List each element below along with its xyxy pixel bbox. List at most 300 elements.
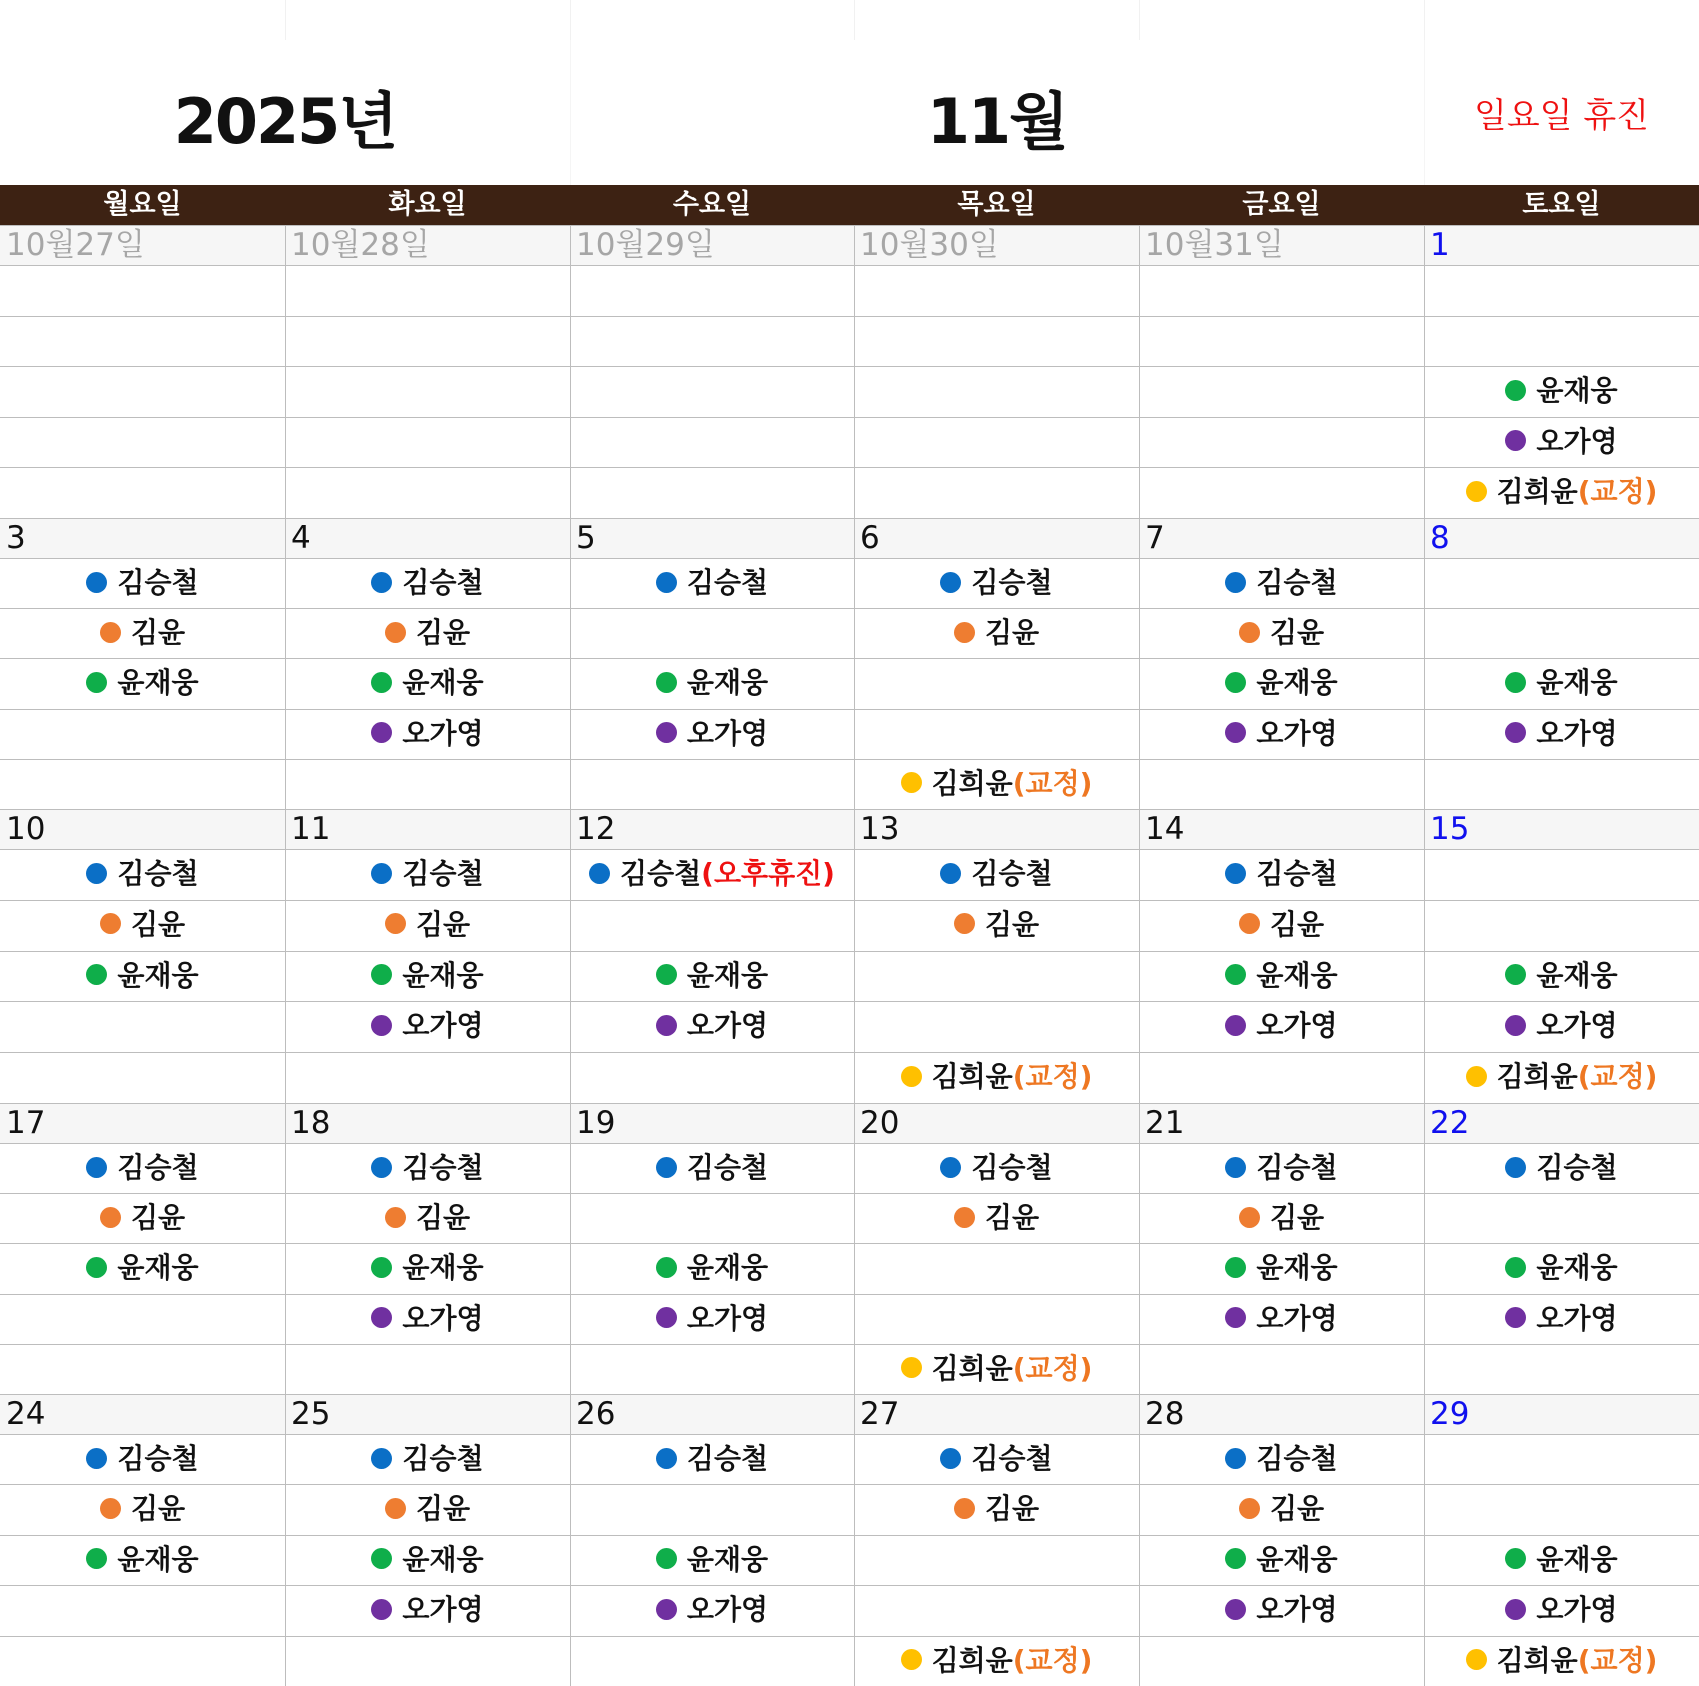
staff-name: 김윤 <box>1269 1492 1325 1526</box>
date-label-wed: 19 <box>576 1105 616 1141</box>
staff-color-dot-icon <box>589 863 610 884</box>
schedule-entry <box>285 1294 570 1344</box>
staff-name: 김승철 <box>620 857 702 890</box>
staff-name: 윤재웅 <box>117 666 199 700</box>
staff-name: 김윤 <box>415 1492 471 1526</box>
column-divider <box>285 225 286 1686</box>
date-band-divider <box>0 265 1699 266</box>
staff-color-dot-icon <box>86 1157 107 1178</box>
date-label-sat: 22 <box>1430 1105 1470 1141</box>
staff-name: 김승철 <box>117 857 199 890</box>
schedule-entry <box>854 1143 1139 1193</box>
column-divider <box>1424 225 1425 1686</box>
staff-name: 김윤 <box>415 907 471 941</box>
staff-name: 윤재웅 <box>1536 1542 1618 1576</box>
staff-color-dot-icon <box>656 1448 677 1469</box>
staff-name: 김희윤 <box>1496 1643 1578 1677</box>
schedule-entry <box>1424 1294 1699 1344</box>
staff-name: 김윤 <box>130 1201 186 1235</box>
weekday-saturday: 토요일 <box>1522 189 1601 220</box>
date-label-fri: 21 <box>1145 1105 1185 1141</box>
staff-color-dot-icon <box>656 964 677 985</box>
staff-name: 김승철 <box>686 1151 769 1184</box>
header-guide-line <box>285 0 286 40</box>
staff-color-dot-icon <box>1505 380 1526 401</box>
staff-name: 김승철 <box>402 566 484 599</box>
year-title: 2025년 <box>173 85 397 158</box>
staff-name: 김승철 <box>1256 1151 1338 1184</box>
staff-name: 윤재웅 <box>117 958 199 992</box>
date-label-mon: 17 <box>6 1105 46 1141</box>
staff-name: 윤재웅 <box>1256 958 1338 992</box>
staff-name: 오가영 <box>402 716 484 750</box>
schedule-entry <box>1139 709 1424 759</box>
schedule-entry <box>1424 1243 1699 1293</box>
staff-name: 김윤 <box>130 1492 186 1526</box>
staff-color-dot-icon <box>901 1649 922 1670</box>
schedule-entry <box>1139 1585 1424 1635</box>
staff-name: 윤재웅 <box>117 1251 199 1285</box>
entry-note: (교정) <box>1012 1351 1093 1385</box>
schedule-entry <box>1139 900 1424 951</box>
schedule-entry <box>570 951 854 1002</box>
staff-color-dot-icon <box>1225 572 1246 593</box>
staff-color-dot-icon <box>385 1498 406 1519</box>
schedule-entry <box>0 1434 285 1484</box>
schedule-entry <box>854 849 1139 900</box>
staff-name: 김승철 <box>686 1442 769 1475</box>
staff-color-dot-icon <box>1225 1599 1246 1620</box>
schedule-entry <box>570 849 854 900</box>
schedule-entry <box>0 558 285 608</box>
schedule-entry <box>570 1585 854 1635</box>
staff-name: 윤재웅 <box>1536 1251 1618 1285</box>
staff-color-dot-icon <box>954 622 975 643</box>
schedule-entry <box>1424 467 1699 518</box>
staff-name: 김승철 <box>1256 857 1338 890</box>
staff-color-dot-icon <box>86 863 107 884</box>
staff-color-dot-icon <box>940 863 961 884</box>
date-label-tue: 11 <box>291 811 331 847</box>
staff-color-dot-icon <box>86 672 107 693</box>
schedule-entry <box>1424 1001 1699 1052</box>
date-label-fri: 14 <box>1145 811 1185 847</box>
schedule-entry <box>854 1434 1139 1484</box>
schedule-entry <box>1424 709 1699 759</box>
column-divider <box>854 225 855 1686</box>
schedule-entry <box>1139 608 1424 658</box>
date-label-wed: 26 <box>576 1396 616 1432</box>
schedule-entry <box>854 1484 1139 1534</box>
staff-name: 김승철 <box>402 857 484 890</box>
staff-color-dot-icon <box>901 1066 922 1087</box>
schedule-entry <box>285 951 570 1002</box>
staff-name: 김윤 <box>984 907 1040 941</box>
schedule-entry <box>1139 1143 1424 1193</box>
date-label-tue: 25 <box>291 1396 331 1432</box>
staff-color-dot-icon <box>1505 722 1526 743</box>
staff-color-dot-icon <box>1505 430 1526 451</box>
staff-name: 김윤 <box>1269 907 1325 941</box>
staff-name: 김희윤 <box>931 1351 1013 1385</box>
schedule-entry <box>570 709 854 759</box>
entry-note: (교정) <box>1012 1643 1093 1677</box>
staff-name: 오가영 <box>686 716 769 750</box>
staff-name: 윤재웅 <box>1536 958 1618 992</box>
staff-name: 윤재웅 <box>117 1542 199 1576</box>
schedule-entry <box>854 759 1139 809</box>
column-divider <box>570 225 571 1686</box>
staff-color-dot-icon <box>100 1207 121 1228</box>
staff-name: 윤재웅 <box>686 666 769 700</box>
staff-name: 윤재웅 <box>1256 1542 1338 1576</box>
staff-color-dot-icon <box>656 1599 677 1620</box>
schedule-entry <box>285 1243 570 1293</box>
staff-name: 김윤 <box>130 616 186 650</box>
schedule-entry <box>285 608 570 658</box>
header-guide-line <box>1139 0 1140 40</box>
date-label-sat: 15 <box>1430 811 1470 847</box>
schedule-entry <box>285 849 570 900</box>
staff-name: 김승철 <box>117 1151 199 1184</box>
staff-name: 윤재웅 <box>1536 666 1618 700</box>
staff-name: 김윤 <box>984 1492 1040 1526</box>
staff-name: 오가영 <box>402 1593 484 1627</box>
staff-color-dot-icon <box>1225 672 1246 693</box>
staff-color-dot-icon <box>901 772 922 793</box>
staff-color-dot-icon <box>1225 1548 1246 1569</box>
schedule-entry <box>285 558 570 608</box>
staff-color-dot-icon <box>86 572 107 593</box>
month-title: 11월 <box>926 85 1068 158</box>
schedule-entry <box>570 1001 854 1052</box>
staff-color-dot-icon <box>1505 672 1526 693</box>
staff-color-dot-icon <box>1466 1649 1487 1670</box>
weekday-thursday: 목요일 <box>957 189 1036 220</box>
slot-divider <box>0 1344 1699 1345</box>
staff-color-dot-icon <box>656 572 677 593</box>
staff-name: 윤재웅 <box>686 1251 769 1285</box>
schedule-entry <box>1139 1193 1424 1243</box>
staff-color-dot-icon <box>1225 722 1246 743</box>
schedule-entry <box>0 951 285 1002</box>
staff-name: 윤재웅 <box>1256 666 1338 700</box>
staff-name: 오가영 <box>402 1301 484 1335</box>
staff-color-dot-icon <box>371 1448 392 1469</box>
staff-color-dot-icon <box>656 1257 677 1278</box>
staff-name: 김승철 <box>971 566 1053 599</box>
staff-color-dot-icon <box>1505 1307 1526 1328</box>
date-label-fri: 10월31일 <box>1145 227 1284 263</box>
staff-name: 윤재웅 <box>402 1542 484 1576</box>
staff-color-dot-icon <box>371 1599 392 1620</box>
staff-color-dot-icon <box>656 1015 677 1036</box>
schedule-entry <box>854 1193 1139 1243</box>
schedule-entry <box>285 658 570 708</box>
staff-color-dot-icon <box>656 1157 677 1178</box>
staff-name: 김승철 <box>971 1442 1053 1475</box>
staff-name: 오가영 <box>1536 424 1618 458</box>
schedule-entry <box>1139 849 1424 900</box>
schedule-entry <box>285 1535 570 1585</box>
staff-name: 김승철 <box>1256 566 1338 599</box>
staff-color-dot-icon <box>385 622 406 643</box>
schedule-entry <box>0 1193 285 1243</box>
schedule-entry <box>1139 558 1424 608</box>
staff-color-dot-icon <box>656 1548 677 1569</box>
date-label-thu: 13 <box>860 811 900 847</box>
staff-name: 오가영 <box>1536 1301 1618 1335</box>
schedule-entry <box>0 900 285 951</box>
date-label-wed: 12 <box>576 811 616 847</box>
staff-name: 오가영 <box>686 1301 769 1335</box>
schedule-entry <box>1139 1243 1424 1293</box>
schedule-entry <box>1424 417 1699 468</box>
staff-color-dot-icon <box>1239 913 1260 934</box>
staff-color-dot-icon <box>1505 1599 1526 1620</box>
staff-name: 김윤 <box>1269 1201 1325 1235</box>
staff-name: 윤재웅 <box>1256 1251 1338 1285</box>
staff-color-dot-icon <box>656 672 677 693</box>
staff-color-dot-icon <box>1239 1498 1260 1519</box>
schedule-entry <box>854 558 1139 608</box>
schedule-entry <box>1139 1001 1424 1052</box>
staff-color-dot-icon <box>1505 964 1526 985</box>
schedule-entry <box>1139 1484 1424 1534</box>
schedule-entry <box>1424 366 1699 417</box>
staff-color-dot-icon <box>954 1207 975 1228</box>
header-guide-line <box>1424 0 1425 40</box>
staff-name: 김승철 <box>971 857 1053 890</box>
staff-color-dot-icon <box>1505 1015 1526 1036</box>
schedule-entry <box>1424 1535 1699 1585</box>
staff-color-dot-icon <box>371 1257 392 1278</box>
staff-name: 오가영 <box>1256 716 1338 750</box>
date-label-fri: 7 <box>1145 520 1165 556</box>
schedule-entry <box>285 1484 570 1534</box>
schedule-entry <box>285 900 570 951</box>
schedule-entry <box>1139 1535 1424 1585</box>
date-label-thu: 10월30일 <box>860 227 999 263</box>
schedule-entry <box>285 1001 570 1052</box>
staff-name: 김희윤 <box>931 766 1013 800</box>
date-label-tue: 18 <box>291 1105 331 1141</box>
schedule-entry <box>0 608 285 658</box>
date-label-mon: 10 <box>6 811 46 847</box>
staff-name: 윤재웅 <box>402 958 484 992</box>
staff-name: 오가영 <box>1256 1593 1338 1627</box>
staff-color-dot-icon <box>1505 1548 1526 1569</box>
staff-color-dot-icon <box>100 1498 121 1519</box>
staff-name: 김윤 <box>1269 616 1325 650</box>
date-label-wed: 10월29일 <box>576 227 715 263</box>
schedule-entry <box>0 658 285 708</box>
staff-color-dot-icon <box>1239 622 1260 643</box>
schedule-entry <box>854 608 1139 658</box>
schedule-entry <box>1424 1636 1699 1686</box>
staff-color-dot-icon <box>371 672 392 693</box>
staff-color-dot-icon <box>371 1015 392 1036</box>
schedule-entry <box>570 1243 854 1293</box>
staff-color-dot-icon <box>86 1257 107 1278</box>
staff-name: 오가영 <box>402 1009 484 1043</box>
date-label-wed: 5 <box>576 520 596 556</box>
slot-divider <box>0 759 1699 760</box>
staff-name: 김윤 <box>415 616 471 650</box>
schedule-entry <box>570 1434 854 1484</box>
staff-color-dot-icon <box>940 572 961 593</box>
staff-color-dot-icon <box>100 913 121 934</box>
schedule-entry <box>570 658 854 708</box>
schedule-entry <box>1424 1585 1699 1635</box>
staff-name: 윤재웅 <box>686 958 769 992</box>
staff-color-dot-icon <box>901 1357 922 1378</box>
date-label-thu: 27 <box>860 1396 900 1432</box>
date-label-tue: 4 <box>291 520 311 556</box>
staff-color-dot-icon <box>371 722 392 743</box>
entry-note: (교정) <box>1012 1060 1093 1094</box>
staff-name: 김승철 <box>402 1151 484 1184</box>
schedule-entry <box>285 709 570 759</box>
staff-color-dot-icon <box>371 1548 392 1569</box>
date-label-sat: 29 <box>1430 1396 1470 1432</box>
date-label-thu: 6 <box>860 520 880 556</box>
schedule-entry <box>1139 658 1424 708</box>
staff-name: 김희윤 <box>931 1060 1013 1094</box>
schedule-entry <box>0 1143 285 1193</box>
staff-color-dot-icon <box>1466 1066 1487 1087</box>
weekday-tuesday: 화요일 <box>388 189 467 220</box>
staff-name: 오가영 <box>686 1593 769 1627</box>
date-label-mon: 10월27일 <box>6 227 145 263</box>
schedule-entry <box>0 1535 285 1585</box>
date-label-tue: 10월28일 <box>291 227 430 263</box>
staff-color-dot-icon <box>656 1307 677 1328</box>
schedule-entry <box>0 849 285 900</box>
staff-name: 윤재웅 <box>1536 374 1618 408</box>
schedule-entry <box>854 1344 1139 1394</box>
schedule-entry <box>854 1052 1139 1103</box>
staff-name: 김승철 <box>971 1151 1053 1184</box>
staff-name: 김윤 <box>130 907 186 941</box>
date-label-mon: 3 <box>6 520 26 556</box>
schedule-entry <box>854 900 1139 951</box>
staff-name: 오가영 <box>1536 716 1618 750</box>
entry-note: (교정) <box>1012 766 1093 800</box>
schedule-entry <box>1424 658 1699 708</box>
staff-name: 오가영 <box>1536 1593 1618 1627</box>
staff-color-dot-icon <box>656 722 677 743</box>
staff-name: 김승철 <box>1536 1151 1618 1184</box>
staff-name: 김윤 <box>984 616 1040 650</box>
staff-name: 윤재웅 <box>686 1542 769 1576</box>
staff-name: 윤재웅 <box>402 666 484 700</box>
date-label-sat: 8 <box>1430 520 1450 556</box>
staff-color-dot-icon <box>385 913 406 934</box>
schedule-entry <box>570 1535 854 1585</box>
staff-name: 김윤 <box>984 1201 1040 1235</box>
schedule-entry <box>1424 1143 1699 1193</box>
staff-name: 오가영 <box>1256 1301 1338 1335</box>
date-label-fri: 28 <box>1145 1396 1185 1432</box>
weekday-monday: 월요일 <box>103 189 182 220</box>
staff-color-dot-icon <box>1225 1015 1246 1036</box>
staff-color-dot-icon <box>86 1548 107 1569</box>
schedule-entry <box>285 1143 570 1193</box>
schedule-entry <box>570 1143 854 1193</box>
staff-color-dot-icon <box>954 913 975 934</box>
staff-name: 김승철 <box>402 1442 484 1475</box>
staff-color-dot-icon <box>1225 1448 1246 1469</box>
staff-color-dot-icon <box>100 622 121 643</box>
schedule-entry <box>0 1484 285 1534</box>
schedule-entry <box>0 1243 285 1293</box>
staff-color-dot-icon <box>86 1448 107 1469</box>
schedule-entry <box>854 1636 1139 1686</box>
staff-color-dot-icon <box>940 1448 961 1469</box>
staff-color-dot-icon <box>1225 1157 1246 1178</box>
staff-color-dot-icon <box>371 1157 392 1178</box>
staff-name: 윤재웅 <box>402 1251 484 1285</box>
staff-color-dot-icon <box>371 572 392 593</box>
staff-color-dot-icon <box>940 1157 961 1178</box>
staff-color-dot-icon <box>385 1207 406 1228</box>
date-label-sat: 1 <box>1430 227 1450 263</box>
staff-color-dot-icon <box>371 1307 392 1328</box>
staff-color-dot-icon <box>86 964 107 985</box>
staff-color-dot-icon <box>1225 964 1246 985</box>
staff-name: 김승철 <box>117 1442 199 1475</box>
staff-name: 김승철 <box>686 566 769 599</box>
date-label-mon: 24 <box>6 1396 46 1432</box>
slot-divider <box>0 316 1699 317</box>
staff-name: 김희윤 <box>931 1643 1013 1677</box>
schedule-entry <box>1139 1294 1424 1344</box>
staff-name: 오가영 <box>1536 1009 1618 1043</box>
schedule-entry <box>285 1193 570 1243</box>
entry-note: (교정) <box>1577 475 1658 509</box>
schedule-entry <box>570 558 854 608</box>
schedule-entry <box>1139 1434 1424 1484</box>
calendar-header <box>0 0 1699 185</box>
header-guide-line <box>854 0 855 40</box>
staff-name: 김희윤 <box>1496 475 1578 509</box>
staff-name: 오가영 <box>1256 1009 1338 1043</box>
schedule-entry <box>1139 951 1424 1002</box>
entry-note: (교정) <box>1577 1060 1658 1094</box>
schedule-entry <box>1424 951 1699 1002</box>
staff-name: 김승철 <box>1256 1442 1338 1475</box>
schedule-entry <box>285 1434 570 1484</box>
staff-color-dot-icon <box>371 964 392 985</box>
schedule-entry <box>285 1585 570 1635</box>
entry-note: (교정) <box>1577 1643 1658 1677</box>
staff-name: 김희윤 <box>1496 1060 1578 1094</box>
staff-color-dot-icon <box>1505 1157 1526 1178</box>
weekday-wednesday: 수요일 <box>672 189 752 220</box>
staff-color-dot-icon <box>371 863 392 884</box>
column-divider <box>1139 225 1140 1686</box>
schedule-entry <box>570 1294 854 1344</box>
staff-color-dot-icon <box>1505 1257 1526 1278</box>
staff-name: 오가영 <box>686 1009 769 1043</box>
schedule-entry <box>1424 1052 1699 1103</box>
sunday-closure-notice: 일요일 휴진 <box>1473 96 1650 136</box>
date-label-thu: 20 <box>860 1105 900 1141</box>
header-guide-line <box>570 0 571 40</box>
weekday-header-bar <box>0 185 1699 225</box>
staff-color-dot-icon <box>1466 481 1487 502</box>
